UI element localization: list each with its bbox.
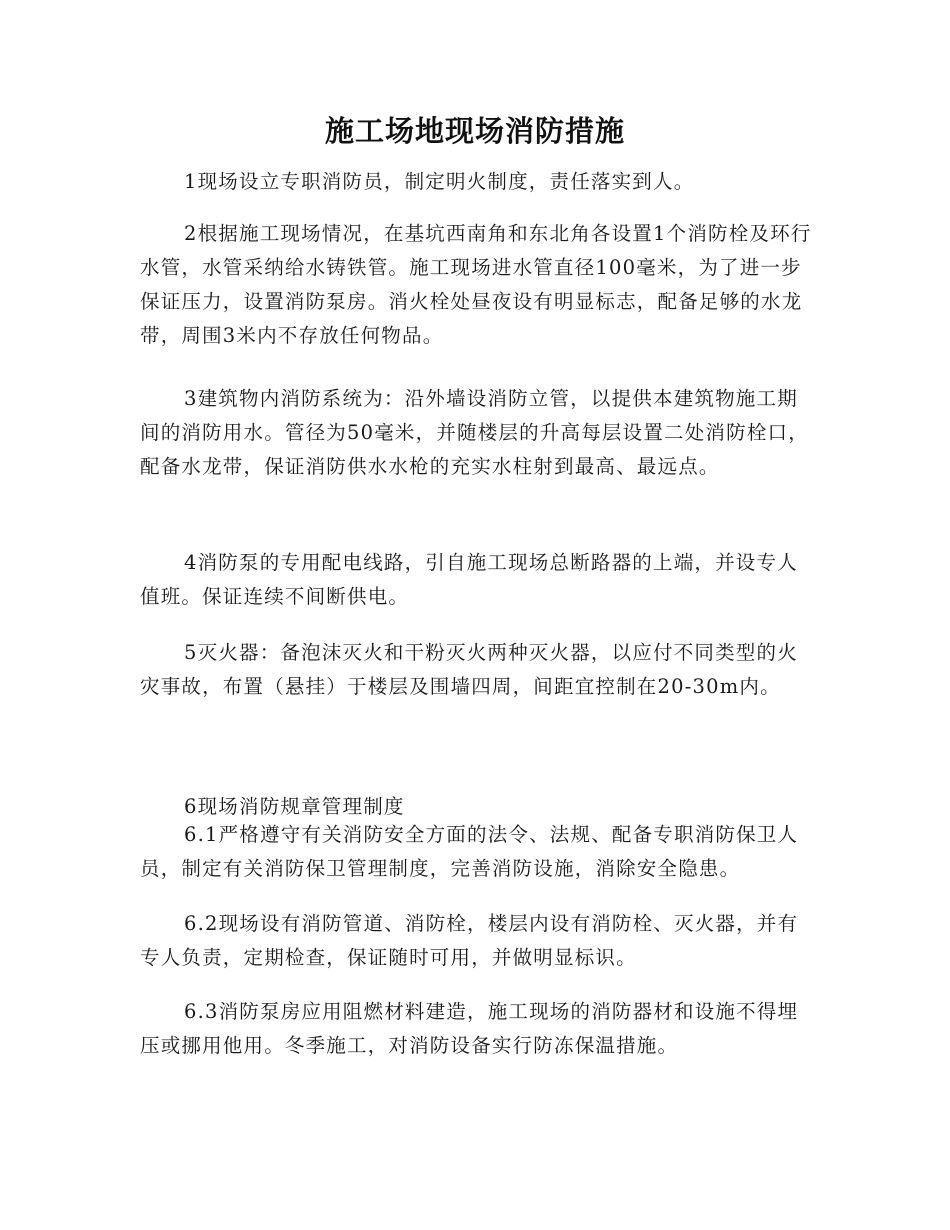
paragraph-2: 2根据施工现场情况，在基坑西南角和东北角各设置1个消防栓及环行水管，水管采纳给水铸铁管。施工现场进水管直径100毫米，为了进一步保证压力，设置消防泵房。消火栓处昼夜设有明显标志，配备足够的水龙带，周围3米内不存放任何物品。: [140, 222, 812, 347]
paragraph-6-3: 6.3消防泵房应用阻燃材料建造，施工现场的消防器材和设施不得埋压或挪用他用。冬季施工，对消防设备实行防冻保温措施。: [140, 1000, 799, 1057]
paragraph-6: 6现场消防规章管理制度: [184, 795, 405, 818]
paragraph-4: 4消防泵的专用配电线路，引自施工现场总断路器的上端，并设专人值班。保证连续不间断供电。: [140, 551, 798, 608]
paragraph-5: 5灭火器：备泡沫灭火和干粉灭火两种灭火器，以应付不同类型的火灾事故，布置（悬挂）于楼层及围墙四周，间距宜控制在20-30m内。: [140, 641, 798, 698]
paragraph-6-1: 6.1严格遵守有关消防安全方面的法令、法规、配备专职消防保卫人员，制定有关消防保卫管理制度，完善消防设施，消除安全隐患。: [140, 823, 799, 880]
paragraph-3: 3建筑物内消防系统为：沿外墙设消防立管，以提供本建筑物施工期间的消防用水。管径为50毫米，并随楼层的升高每层设置二处消防栓口，配备水龙带，保证消防供水水枪的充实水柱射到最高、最远点。: [140, 387, 809, 478]
document-title: 施工场地现场消防措施: [324, 114, 625, 148]
paragraph-6-2: 6.2现场设有消防管道、消防栓，楼层内设有消防栓、灭火器，并有专人负责，定期检查，保证随时可用，并做明显标识。: [140, 912, 799, 969]
paragraph-1: 1现场设立专职消防员，制定明火制度，责任落实到人。: [184, 170, 695, 193]
